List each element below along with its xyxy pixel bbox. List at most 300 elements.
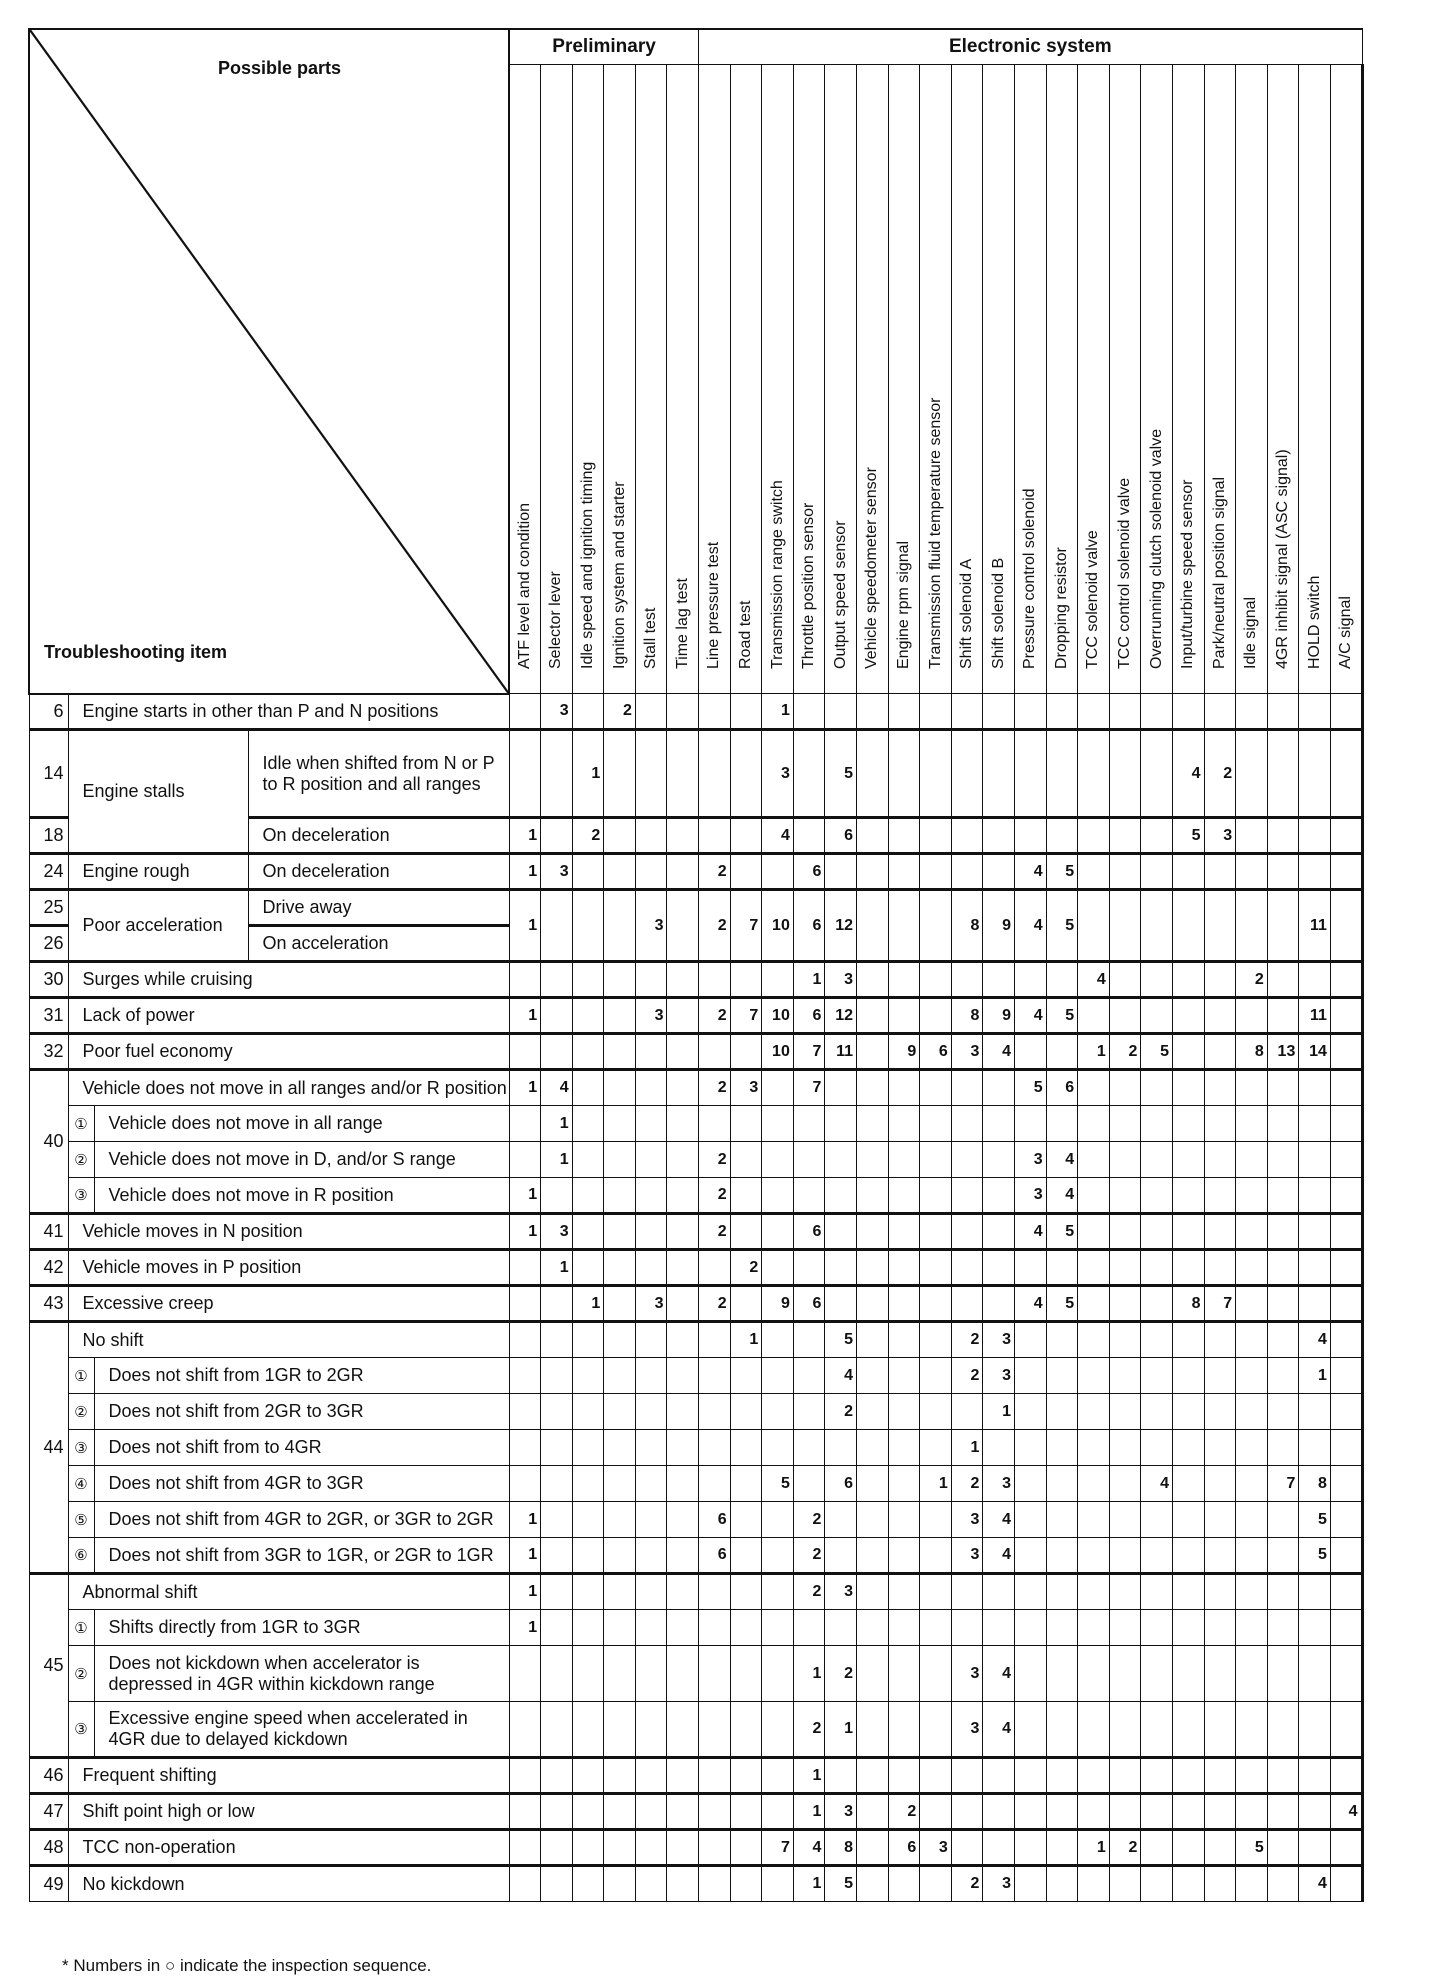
sequence-cell [1141, 1214, 1173, 1250]
sequence-cell [920, 1070, 952, 1106]
sequence-cell [541, 1830, 573, 1866]
sequence-cell [1141, 1430, 1173, 1466]
sequence-cell [541, 818, 573, 854]
sequence-cell: 11 [825, 1034, 857, 1070]
sequence-cell [1078, 1610, 1110, 1646]
sequence-cell [1236, 1758, 1268, 1794]
sequence-cell: 5 [1236, 1830, 1268, 1866]
sequence-cell [635, 1646, 667, 1702]
sequence-cell [730, 1702, 762, 1758]
sequence-cell [699, 1830, 731, 1866]
sequence-cell [1204, 1646, 1236, 1702]
sequence-cell [1172, 1466, 1204, 1502]
sequence-cell [509, 694, 541, 730]
sequence-cell [1046, 962, 1078, 998]
sequence-cell [635, 1502, 667, 1538]
sequence-cell [1109, 730, 1141, 818]
sequence-cell [983, 1142, 1015, 1178]
sequence-cell [635, 730, 667, 818]
sequence-cell [825, 1070, 857, 1106]
item-number: 14 [29, 730, 68, 818]
sequence-cell [541, 1394, 573, 1430]
sequence-cell [1267, 1702, 1299, 1758]
sequence-cell: 4 [983, 1702, 1015, 1758]
sequence-cell: 8 [1299, 1466, 1331, 1502]
trouble-condition: On acceleration [248, 926, 509, 962]
sequence-cell [1141, 1702, 1173, 1758]
sequence-cell [951, 1286, 983, 1322]
sequence-cell: 5 [1046, 1214, 1078, 1250]
sequence-cell [1172, 1430, 1204, 1466]
sequence-cell [920, 1286, 952, 1322]
sequence-cell [1236, 1250, 1268, 1286]
sub-item-marker: ③ [68, 1702, 94, 1758]
column-header-label: Stall test [642, 607, 660, 669]
sequence-cell [1299, 1702, 1331, 1758]
sequence-cell [1015, 1250, 1047, 1286]
sequence-cell [1267, 1538, 1299, 1574]
sequence-cell [1236, 1286, 1268, 1322]
column-header [1267, 65, 1299, 694]
sequence-cell [1236, 730, 1268, 818]
sequence-cell [793, 730, 825, 818]
sequence-cell [1204, 1034, 1236, 1070]
sequence-cell: 1 [572, 1286, 604, 1322]
sequence-cell [1172, 1502, 1204, 1538]
sequence-cell [730, 1646, 762, 1702]
sequence-cell [857, 1358, 889, 1394]
sequence-cell [793, 1466, 825, 1502]
sequence-cell [1141, 1794, 1173, 1830]
sequence-cell [1141, 1394, 1173, 1430]
sequence-cell [572, 1830, 604, 1866]
item-number: 32 [29, 1034, 68, 1070]
sequence-cell [857, 1286, 889, 1322]
sequence-cell [920, 1758, 952, 1794]
sequence-cell: 4 [825, 1358, 857, 1394]
sequence-cell [762, 1214, 794, 1250]
sequence-cell [730, 854, 762, 890]
sequence-cell [983, 1250, 1015, 1286]
sequence-cell [983, 1758, 1015, 1794]
sequence-cell [983, 1070, 1015, 1106]
sequence-cell [857, 1322, 889, 1358]
item-number: 48 [29, 1830, 68, 1866]
sequence-cell [1204, 962, 1236, 998]
sequence-cell [793, 1106, 825, 1142]
sequence-cell [1141, 1250, 1173, 1286]
sequence-cell [762, 1394, 794, 1430]
sequence-cell [1046, 1466, 1078, 1502]
sequence-cell [1236, 1142, 1268, 1178]
sequence-cell [762, 1574, 794, 1610]
column-header-label: Ignition system and starter [610, 481, 628, 669]
sequence-cell [1267, 1214, 1299, 1250]
sequence-cell [635, 1758, 667, 1794]
troubleshooting-matrix [28, 28, 1364, 1975]
sequence-cell: 2 [888, 1794, 920, 1830]
sequence-cell [1172, 890, 1204, 962]
sequence-cell [667, 1866, 699, 1902]
sequence-cell [635, 1430, 667, 1466]
sequence-cell [1267, 1322, 1299, 1358]
column-header-label: Output speed sensor [831, 520, 849, 669]
sequence-cell [762, 1758, 794, 1794]
sequence-cell [509, 1250, 541, 1286]
sequence-cell [667, 730, 699, 818]
sequence-cell [604, 962, 636, 998]
sequence-cell: 1 [730, 1322, 762, 1358]
sequence-cell [604, 1866, 636, 1902]
sequence-cell [983, 1106, 1015, 1142]
sequence-cell [541, 1466, 573, 1502]
sequence-cell: 3 [951, 1538, 983, 1574]
table-row [29, 1830, 1362, 1866]
sequence-cell [572, 1034, 604, 1070]
sequence-cell [1267, 1574, 1299, 1610]
sequence-cell [1078, 1794, 1110, 1830]
sequence-cell [888, 1702, 920, 1758]
sequence-cell [635, 1538, 667, 1574]
sequence-cell [951, 818, 983, 854]
sequence-cell [888, 1142, 920, 1178]
sub-trouble-item: Does not shift from 2GR to 3GR [94, 1394, 509, 1430]
sequence-cell [1078, 1178, 1110, 1214]
sub-trouble-item: Shifts directly from 1GR to 3GR [94, 1610, 509, 1646]
sequence-cell [730, 694, 762, 730]
sequence-cell [857, 1574, 889, 1610]
sequence-cell [1141, 1830, 1173, 1866]
sequence-cell: 4 [793, 1830, 825, 1866]
sequence-cell [541, 1358, 573, 1394]
sequence-cell [509, 1830, 541, 1866]
sequence-cell [509, 1466, 541, 1502]
sequence-cell [667, 1142, 699, 1178]
sequence-cell [730, 1286, 762, 1322]
sequence-cell [1172, 1394, 1204, 1430]
sequence-cell [1267, 1866, 1299, 1902]
sequence-cell [1236, 1646, 1268, 1702]
sequence-cell [1078, 1646, 1110, 1702]
table-row [29, 1394, 1362, 1430]
sequence-cell [1141, 1142, 1173, 1178]
sequence-cell: 7 [1267, 1466, 1299, 1502]
sequence-cell [699, 694, 731, 730]
sequence-cell [1015, 1830, 1047, 1866]
sequence-cell [1046, 1830, 1078, 1866]
sequence-cell [857, 962, 889, 998]
sequence-cell [825, 1430, 857, 1466]
sequence-cell [888, 1646, 920, 1702]
sequence-cell [1109, 1574, 1141, 1610]
sequence-cell [1204, 1866, 1236, 1902]
sequence-cell [572, 1794, 604, 1830]
table-row [29, 854, 1362, 890]
table-row [29, 1034, 1362, 1070]
sequence-cell [888, 1430, 920, 1466]
sequence-cell [1172, 1610, 1204, 1646]
sequence-cell: 3 [983, 1358, 1015, 1394]
sequence-cell [667, 890, 699, 962]
trouble-item: No kickdown [68, 1866, 509, 1902]
sequence-cell [1267, 818, 1299, 854]
sequence-cell [1172, 1702, 1204, 1758]
table-row [29, 1646, 1362, 1702]
sequence-cell [1267, 1142, 1299, 1178]
column-header-label: Shift solenoid B [989, 557, 1007, 669]
sequence-cell [793, 1178, 825, 1214]
sequence-cell [857, 1214, 889, 1250]
sequence-cell [730, 1430, 762, 1466]
sequence-cell [572, 1702, 604, 1758]
sequence-cell [667, 1794, 699, 1830]
sequence-cell [1078, 1142, 1110, 1178]
trouble-item: Abnormal shift [68, 1574, 509, 1610]
sequence-cell [1299, 1286, 1331, 1322]
sequence-cell [1236, 1070, 1268, 1106]
sequence-cell [857, 1758, 889, 1794]
sequence-cell [1141, 1070, 1173, 1106]
sequence-cell [1330, 962, 1362, 998]
sequence-cell [1236, 854, 1268, 890]
sequence-cell [1299, 1178, 1331, 1214]
sequence-cell [951, 1250, 983, 1286]
sequence-cell [1236, 998, 1268, 1034]
sequence-cell: 2 [604, 694, 636, 730]
sequence-cell [1236, 694, 1268, 730]
sequence-cell [1109, 890, 1141, 962]
sequence-cell: 5 [1046, 854, 1078, 890]
sequence-cell [857, 1142, 889, 1178]
sequence-cell [667, 1702, 699, 1758]
sequence-cell [604, 1178, 636, 1214]
sequence-cell: 5 [1046, 890, 1078, 962]
sequence-cell [951, 694, 983, 730]
sequence-cell [1267, 1646, 1299, 1702]
sequence-cell: 5 [1046, 998, 1078, 1034]
sequence-cell [572, 962, 604, 998]
trouble-item: Poor fuel economy [68, 1034, 509, 1070]
sequence-cell [888, 1106, 920, 1142]
sequence-cell [1204, 1538, 1236, 1574]
sequence-cell [635, 1178, 667, 1214]
sequence-cell [541, 998, 573, 1034]
sequence-cell [920, 1322, 952, 1358]
sequence-cell: 10 [762, 1034, 794, 1070]
column-header-label: Shift solenoid A [958, 558, 976, 669]
sequence-cell: 5 [825, 1866, 857, 1902]
sequence-cell [667, 1466, 699, 1502]
sequence-cell [1046, 1250, 1078, 1286]
sequence-cell: 3 [951, 1646, 983, 1702]
sequence-cell [857, 1646, 889, 1702]
sequence-cell [604, 890, 636, 962]
sequence-cell [1267, 730, 1299, 818]
sequence-cell [888, 1574, 920, 1610]
sequence-cell [1078, 1574, 1110, 1610]
sequence-cell [635, 962, 667, 998]
sequence-cell [1078, 1106, 1110, 1142]
column-header-label: Dropping resistor [1052, 547, 1070, 669]
sequence-cell [1015, 1866, 1047, 1902]
sequence-cell [1267, 1106, 1299, 1142]
footnote: * Numbers in ○ indicate the inspection sequence. [62, 1956, 432, 1975]
sequence-cell [572, 998, 604, 1034]
sequence-cell [1204, 1394, 1236, 1430]
sequence-cell [762, 1070, 794, 1106]
sequence-cell [888, 1070, 920, 1106]
sequence-cell [572, 1106, 604, 1142]
sequence-cell: 6 [793, 890, 825, 962]
sequence-cell [1015, 1794, 1047, 1830]
sequence-cell: 6 [699, 1538, 731, 1574]
sequence-cell [1299, 1430, 1331, 1466]
sequence-cell [1046, 1358, 1078, 1394]
sequence-cell: 7 [1204, 1286, 1236, 1322]
sequence-cell [572, 1646, 604, 1702]
sequence-cell [1330, 1430, 1362, 1466]
sequence-cell: 1 [793, 1758, 825, 1794]
sequence-cell [604, 1394, 636, 1430]
trouble-item: Frequent shifting [68, 1758, 509, 1794]
sequence-cell [699, 730, 731, 818]
sequence-cell [983, 730, 1015, 818]
sequence-cell [604, 1106, 636, 1142]
sequence-cell [920, 1866, 952, 1902]
sequence-cell [541, 1646, 573, 1702]
sequence-cell [1267, 1610, 1299, 1646]
sequence-cell [1172, 1358, 1204, 1394]
sequence-cell [888, 1538, 920, 1574]
sequence-cell [699, 1358, 731, 1394]
sequence-cell: 10 [762, 998, 794, 1034]
table-row [29, 962, 1362, 998]
sequence-cell [888, 1466, 920, 1502]
sequence-cell [1330, 1034, 1362, 1070]
sequence-cell [1330, 1394, 1362, 1430]
sequence-cell: 3 [635, 890, 667, 962]
sequence-cell [699, 1610, 731, 1646]
sequence-cell [541, 1794, 573, 1830]
sequence-cell [667, 1286, 699, 1322]
sequence-cell [730, 1538, 762, 1574]
sequence-cell [699, 1702, 731, 1758]
sequence-cell [825, 1758, 857, 1794]
sequence-cell [604, 1646, 636, 1702]
sequence-cell [667, 854, 699, 890]
diagonal-line [30, 30, 508, 693]
sequence-cell [1109, 1250, 1141, 1286]
table-row [29, 1610, 1362, 1646]
sequence-cell [1141, 1574, 1173, 1610]
sequence-cell [604, 1214, 636, 1250]
sequence-cell [1299, 854, 1331, 890]
sequence-cell [509, 1286, 541, 1322]
table-row [29, 1250, 1362, 1286]
sequence-cell [1172, 1106, 1204, 1142]
sequence-cell: 3 [635, 998, 667, 1034]
sequence-cell [604, 998, 636, 1034]
sequence-cell [509, 1394, 541, 1430]
trouble-condition: On deceleration [248, 854, 509, 890]
trouble-item: Surges while cruising [68, 962, 509, 998]
sequence-cell: 1 [1078, 1034, 1110, 1070]
sequence-cell [572, 1178, 604, 1214]
column-header-label: ATF level and condition [516, 502, 534, 669]
item-number: 6 [29, 694, 68, 730]
sequence-cell [1109, 1322, 1141, 1358]
sequence-cell [1109, 1646, 1141, 1702]
column-header-label: Park/neutral position signal [1210, 476, 1228, 669]
sequence-cell [951, 1070, 983, 1106]
sequence-cell [1015, 962, 1047, 998]
sequence-cell: 1 [509, 1070, 541, 1106]
column-header [730, 65, 762, 694]
sequence-cell [951, 854, 983, 890]
column-header-label: 4GR inhibit signal (ASC signal) [1274, 449, 1292, 669]
sequence-cell [762, 1142, 794, 1178]
sequence-cell: 1 [983, 1394, 1015, 1430]
trouble-condition: Idle when shifted from N or P to R position and all ranges [248, 730, 509, 818]
sequence-cell [1236, 1502, 1268, 1538]
sequence-cell [667, 1250, 699, 1286]
sequence-cell [1141, 1286, 1173, 1322]
sequence-cell: 2 [793, 1702, 825, 1758]
sequence-cell [1299, 730, 1331, 818]
sequence-cell [1109, 1178, 1141, 1214]
sequence-cell [888, 1758, 920, 1794]
sequence-cell [1330, 1702, 1362, 1758]
sequence-cell [1015, 730, 1047, 818]
sequence-cell [1330, 1758, 1362, 1794]
sequence-cell [1172, 1758, 1204, 1794]
sub-trouble-item: Does not shift from 1GR to 2GR [94, 1358, 509, 1394]
sequence-cell: 2 [699, 1178, 731, 1214]
sequence-cell [1109, 1538, 1141, 1574]
sequence-cell [1015, 1538, 1047, 1574]
sequence-cell [1172, 1538, 1204, 1574]
sub-trouble-item: Does not shift from 4GR to 3GR [94, 1466, 509, 1502]
sequence-cell: 9 [983, 890, 1015, 962]
sequence-cell [1204, 854, 1236, 890]
sequence-cell [1267, 854, 1299, 890]
sequence-cell [1330, 1070, 1362, 1106]
sequence-cell [1141, 1106, 1173, 1142]
table-row [29, 1574, 1362, 1610]
sub-trouble-item: Vehicle does not move in all range [94, 1106, 509, 1142]
sequence-cell: 3 [762, 730, 794, 818]
sequence-cell [541, 1322, 573, 1358]
sequence-cell [983, 1830, 1015, 1866]
sequence-cell [1172, 1794, 1204, 1830]
sub-trouble-item: Vehicle does not move in R position [94, 1178, 509, 1214]
sequence-cell [1236, 1394, 1268, 1430]
sequence-cell [1330, 1178, 1362, 1214]
sequence-cell: 3 [541, 854, 573, 890]
sequence-cell: 4 [1299, 1322, 1331, 1358]
sequence-cell [793, 1142, 825, 1178]
sequence-cell [572, 1466, 604, 1502]
sequence-cell: 3 [951, 1502, 983, 1538]
sequence-cell [604, 1286, 636, 1322]
sequence-cell [730, 1142, 762, 1178]
sequence-cell [1267, 962, 1299, 998]
sequence-cell [1141, 1322, 1173, 1358]
column-header-label: Transmission range switch [768, 480, 786, 669]
sequence-cell [888, 1250, 920, 1286]
sequence-cell [1109, 1142, 1141, 1178]
sequence-cell [1141, 1178, 1173, 1214]
